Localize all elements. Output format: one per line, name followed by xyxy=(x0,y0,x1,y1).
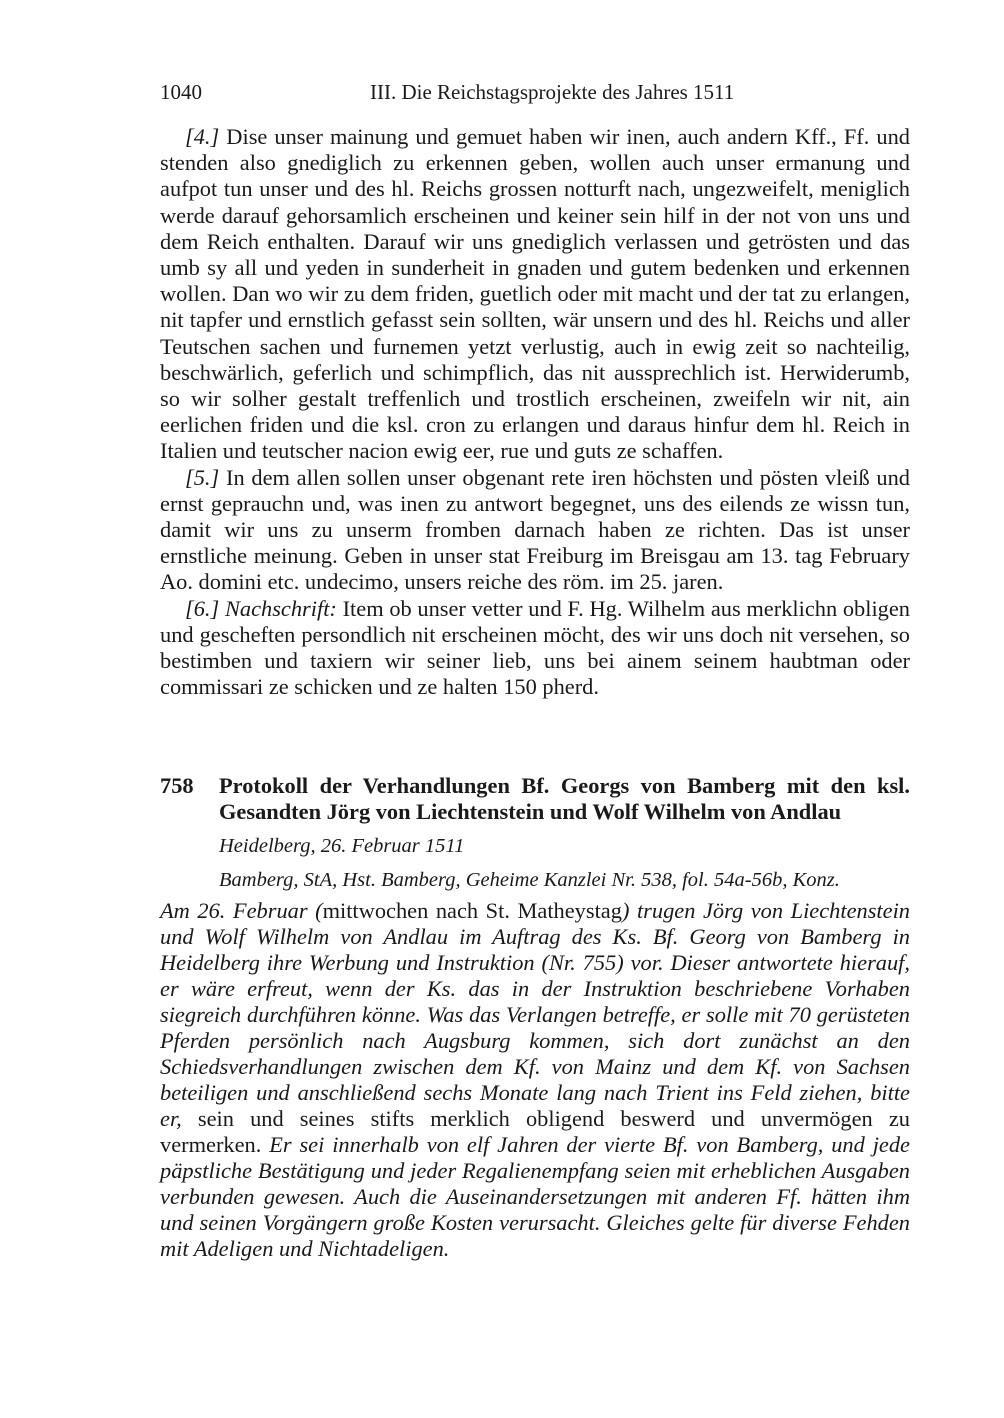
paragraph-6 xyxy=(160,596,910,701)
document-heading xyxy=(160,773,910,825)
letter-body xyxy=(160,124,910,700)
paragraph-text: Dise unser mainung und gemuet haben wir inen, auch andern Kff., Ff. und stenden also gnediglich zu erkennen geben, wollen auch unser ermanung und aufpot tun unser und des hl. Reichs grossen notturft nach, ungezweifelt, meniglich werde darauf gehorsamlich erscheinen und keiner sein hilf in der not von uns und dem Reich enthalten. Darauf wir uns gnediglich verlassen und getrösten und das umb sy all und yeden in sunderheit in gnaden und gutem bedenken und erkennen wollen. Dan wo wir zu dem friden, guetlich oder mit macht und der tat zu erlangen, nit tapfer und ernstlich gefasst sein sollten, wär unsern und des hl. Reichs und aller Teutschen sachen und furnemen yetzt verlustig, auch in ewig zeit so nachteilig, beschwärlich, geferlich und schimpflich, das nit aussprechlich ist. Herwiderumb, so wir solher gestalt treffenlich und trostlich erscheinen, zweifeln wir nit, ain eerlichen friden und die ksl. cron zu erlangen und daraus hinfur dem hl. Reich in Italien und teutscher nacion ewig eer, rue und guts ze schaffen. xyxy=(160,124,910,464)
document-summary xyxy=(160,898,910,1262)
paragraph-marker: [6.] xyxy=(185,595,220,621)
document-source: Bamberg, StA, Hst. Bamberg, Geheime Kanzlei Nr. 538, fol. 54a-56b, Konz. xyxy=(219,869,840,891)
document-entry xyxy=(160,773,910,893)
summary-paragraph xyxy=(160,898,910,1262)
page-header xyxy=(160,80,910,108)
quoted-source-text: mittwochen nach St. Matheystag xyxy=(322,898,622,923)
paragraph-text: Item ob unser vetter und F. Hg. Wilhelm aus merklichn obligen und gescheften persondlich nit erscheinen möcht, des wir uns doch nit versehen, so bestimben und taxiern wir seiner lieb, uns bei ainem seinem haubtman oder commissari ze schicken und ze halten 150 pherd. xyxy=(160,595,911,700)
document-title: Protokoll der Verhandlungen Bf. Georgs von Bamberg mit den ksl. Gesandten Jörg von Liechtenstein und Wolf Wilhelm von Andlau xyxy=(219,773,910,824)
page-number: 1040 xyxy=(160,80,202,104)
paragraph-text: In dem allen sollen unser obgenant rete iren höchsten und pösten vleiß und ernst geprauchn und, was inen zu antwort begegnet, uns des eilends ze wissn tun, damit wir uns zu unserm fromben darnach haben ze richten. Das ist unser ernstliche meinung. Geben in unser stat Freiburg im Breisgau am 13. tag February Ao. domini etc. undecimo, unsers reiche des röm. im 25. jaren. xyxy=(160,464,910,595)
document-date: Heidelberg, 26. Februar 1511 xyxy=(219,835,465,857)
paragraph-4 xyxy=(160,124,910,465)
document-number: 758 xyxy=(160,773,194,798)
paragraph-marker: [4.] xyxy=(185,124,220,149)
summary-part: ) trugen Jörg von Liechtenstein und Wolf Wilhelm von Andlau im Auftrag des Ks. Bf. Georg von Bamberg in Heidelberg ihre Werbung und Instruktion (Nr. 755) vor. Dieser antwortete hierauf, er wäre erfreut, wenn der Ks. das in der Instruktion beschriebene Vorhaben siegreich durchführen könne. Was das Verlangen betreffe, er solle mit 70 gerüsteten Pferden persönlich nach Augsburg kommen, sich dort zunächst an den Schiedsverhandlungen zwischen dem Kf. von Mainz und dem Kf. von Sachsen beteiligen und anschließend sechs Monate lang nach Trient ins Feld ziehen, bitte er, xyxy=(160,898,910,1131)
running-head: III. Die Reichstagsprojekte des Jahres 1511 xyxy=(370,80,735,104)
summary-part: Am 26. Februar ( xyxy=(160,898,323,923)
postscript-label: Nachschrift: xyxy=(224,595,337,621)
summary-part: Er sei innerhalb von elf Jahren der vierte Bf. von Bamberg, und jede päpstliche Bestätigung und jeder Regalienempfang seien mit erheblichen Ausgaben verbunden gewesen. Auch die Auseinandersetzungen mit anderen Ff. hätten ihm und seinen Vorgängern große Kosten verursacht. Gleiches gelte für diverse Fehden mit Adeligen und Nichtadeligen. xyxy=(160,1132,910,1261)
quoted-source-text: sein und seines stifts merklich obligend beswerd und unvermögen zu vermerken. xyxy=(160,1106,910,1157)
paragraph-5 xyxy=(160,465,910,596)
paragraph-marker: [5.] xyxy=(185,464,220,490)
